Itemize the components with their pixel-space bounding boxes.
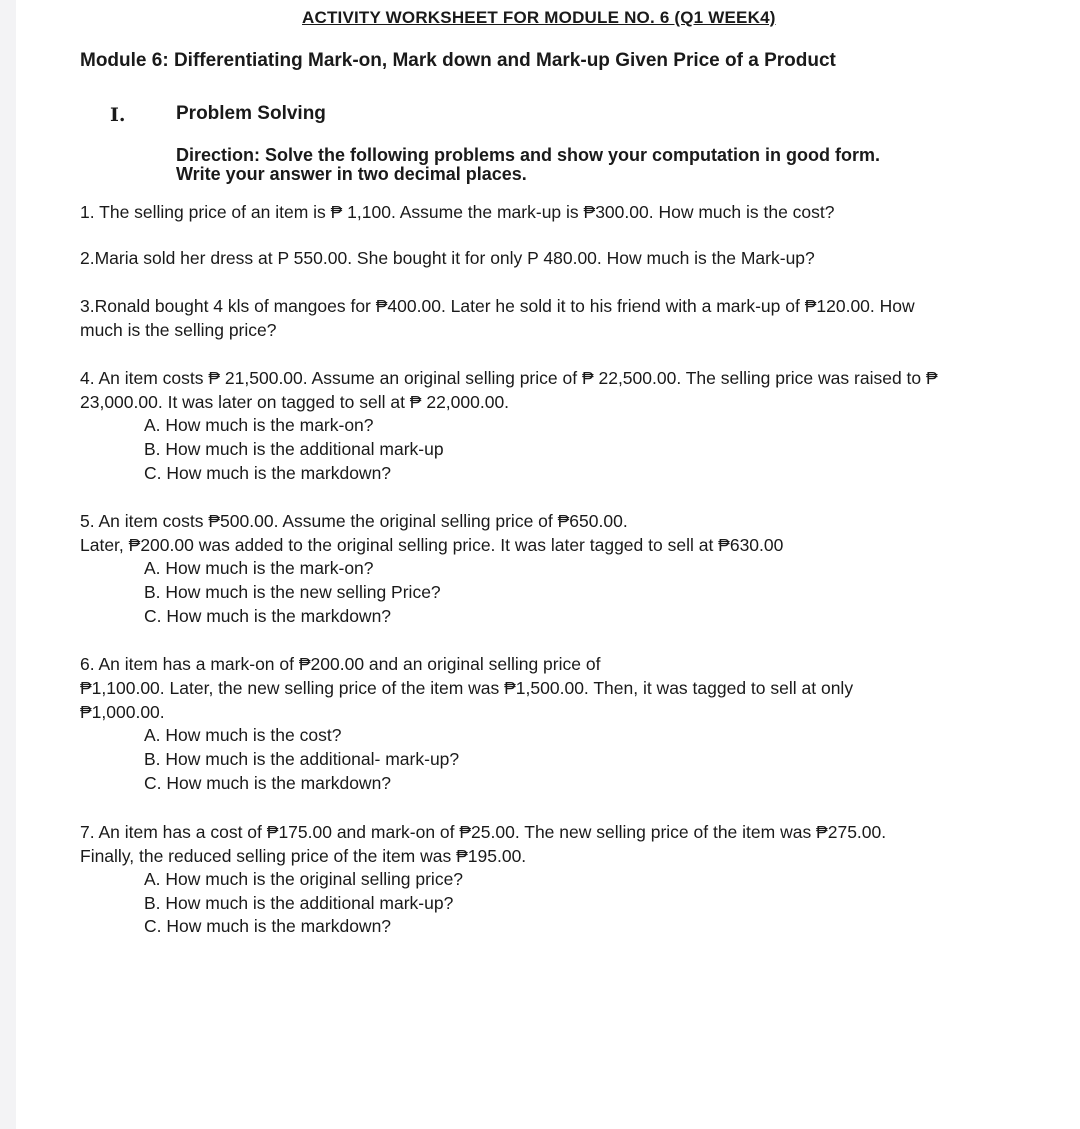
question-6-line-1: 6. An item has a mark-on of ₱200.00 and an original selling price of <box>80 654 601 674</box>
worksheet-title: ACTIVITY WORKSHEET FOR MODULE NO. 6 (Q1 WEEK4) <box>302 8 776 27</box>
question-7-line-2: Finally, the reduced selling price of the item was ₱195.00. <box>80 846 527 866</box>
question-5-line-1: 5. An item costs ₱500.00. Assume the original selling price of ₱650.00. <box>80 511 628 531</box>
question-7-part-c: C. How much is the markdown? <box>144 916 392 936</box>
question-6-line-3: ₱1,000.00. <box>80 702 165 722</box>
question-6-part-c: C. How much is the markdown? <box>144 773 392 793</box>
question-3-line-2: much is the selling price? <box>80 320 277 340</box>
direction-line-1: Direction: Solve the following problems and show your computation in good form. <box>176 145 881 165</box>
question-4-line-2: 23,000.00. It was later on tagged to sell at ₱ 22,000.00. <box>80 392 510 412</box>
question-4-part-a: A. How much is the mark-on? <box>144 415 374 435</box>
question-6-part-a: A. How much is the cost? <box>144 725 342 745</box>
question-5-line-2: Later, ₱200.00 was added to the original selling price. It was later tagged to sell at ₱630.00 <box>80 535 784 555</box>
question-6-line-2: ₱1,100.00. Later, the new selling price of the item was ₱1,500.00. Then, it was tagged to sell at only <box>80 678 854 698</box>
question-7-part-b: B. How much is the additional mark-up? <box>144 893 454 913</box>
question-4-part-b: B. How much is the additional mark-up <box>144 439 444 459</box>
direction-line-2: Write your answer in two decimal places. <box>176 164 527 184</box>
question-4-part-c: C. How much is the markdown? <box>144 463 392 483</box>
question-4-line-1: 4. An item costs ₱ 21,500.00. Assume an original selling price of ₱ 22,500.00. The selling price was raised to ₱ <box>80 368 938 388</box>
section-title: Problem Solving <box>176 103 326 124</box>
question-5-part-a: A. How much is the mark-on? <box>144 558 374 578</box>
question-1: 1. The selling price of an item is ₱ 1,100. Assume the mark-up is ₱300.00. How much is the cost? <box>80 202 835 222</box>
question-6-part-b: B. How much is the additional- mark-up? <box>144 749 460 769</box>
worksheet-page <box>16 0 1080 1129</box>
module-heading: Module 6: Differentiating Mark-on, Mark down and Mark-up Given Price of a Product <box>80 50 836 71</box>
question-3-line-1: 3.Ronald bought 4 kls of mangoes for ₱400.00. Later he sold it to his friend with a mark-up of ₱120.00. How <box>80 296 915 316</box>
question-7-part-a: A. How much is the original selling price? <box>144 869 464 889</box>
question-5-part-c: C. How much is the markdown? <box>144 606 392 626</box>
question-5-part-b: B. How much is the new selling Price? <box>144 582 441 602</box>
question-7-line-1: 7. An item has a cost of ₱175.00 and mark-on of ₱25.00. The new selling price of the item was ₱275.00. <box>80 822 887 842</box>
question-2: 2.Maria sold her dress at P 550.00. She bought it for only P 480.00. How much is the Mark-up? <box>80 248 815 268</box>
section-number: I. <box>110 104 126 126</box>
